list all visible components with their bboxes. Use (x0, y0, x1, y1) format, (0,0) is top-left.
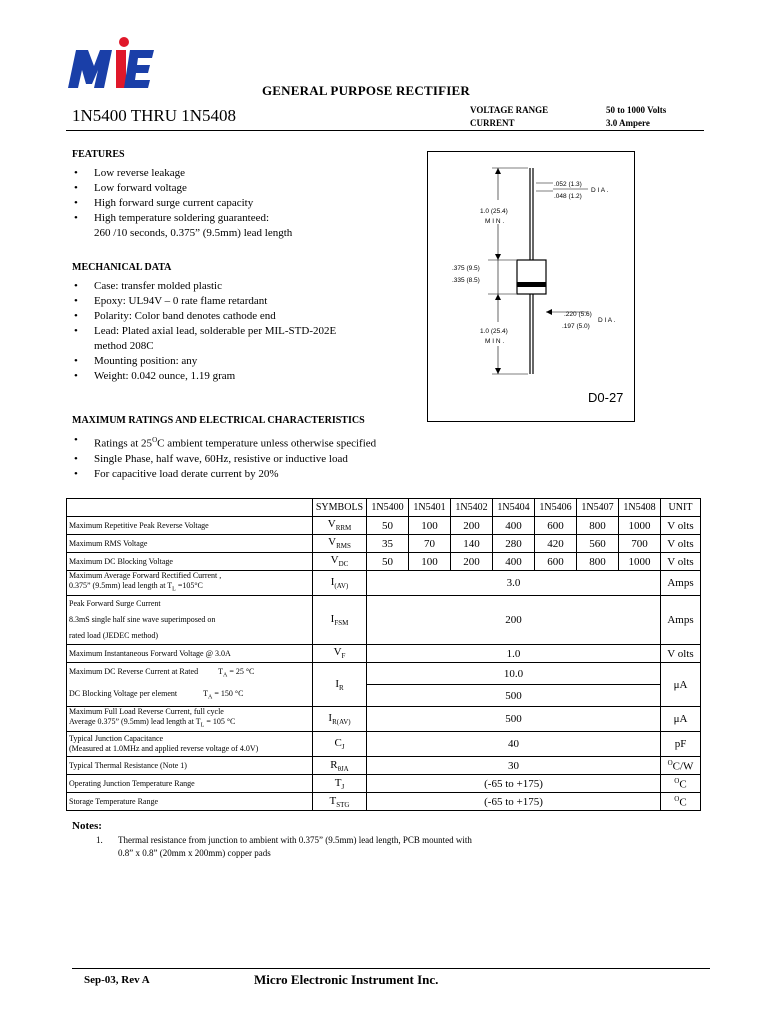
logo-dot (119, 37, 129, 47)
list-item: • High forward surge current capacity (72, 196, 412, 211)
bottom-lead-min: M I N . (485, 338, 505, 345)
list-item (72, 433, 492, 452)
table-header-row (67, 499, 701, 517)
param-symbol: $V_{DC}$ (313, 553, 367, 571)
unit-cell: $^O$C/W (661, 757, 701, 775)
param-symbol: $C_J$ (313, 732, 367, 757)
logo-letter-e (124, 50, 154, 88)
logo-letter-m (68, 50, 112, 88)
max-ratings-heading: MAXIMUM RATINGS AND ELECTRICAL CHARACTERISTICS (72, 415, 365, 426)
value-cell: 800 (577, 553, 619, 571)
param-desc: Maximum DC Reverse Current at Rated $T_A = 25$ °C DC Blocking Voltage per element $T_A = 150$ °C (67, 663, 313, 707)
table-row (67, 571, 701, 596)
param-symbol: $V_{RMS}$ (313, 535, 367, 553)
table-row (67, 732, 701, 757)
list-item: • Polarity: Color band denotes cathode end (72, 309, 412, 324)
table-row (67, 793, 701, 811)
param-desc: Peak Forward Surge Current 8.3mS single half sine wave superimposed on rated load (JEDEC method) (67, 596, 313, 645)
body-length-max: .375 (9.5) (452, 265, 480, 272)
param-desc: Maximum Full Load Reverse Current, full cycle Average 0.375” (9.5mm) lead length at $T_L = 105$ °C (67, 707, 313, 732)
bottom-lead-length: 1.0 (25.4) (480, 328, 508, 335)
param-symbol: $V_F$ (313, 645, 367, 663)
mechanical-heading: MECHANICAL DATA (72, 262, 172, 273)
param-symbol: $R_{\theta JA}$ (313, 757, 367, 775)
param-desc: Maximum Instantaneous Forward Voltage @ 3.0A (67, 645, 313, 663)
value-cell: 1000 (619, 553, 661, 571)
list-item-text: method 208C (94, 340, 154, 352)
param-desc: Storage Temperature Range (67, 793, 313, 811)
value-cell: 500 (367, 685, 661, 707)
table-row (67, 663, 701, 685)
footer-company: Micro Electronic Instrument Inc. (254, 972, 439, 987)
value-cell: 200 (451, 553, 493, 571)
list-item-continued (72, 226, 412, 241)
cathode-band (517, 282, 546, 287)
current-value: 3.0 Ampere (606, 118, 650, 128)
header-cell: 1N5400 (367, 499, 409, 517)
param-desc: Maximum DC Blocking Voltage (67, 553, 313, 571)
voltage-range-label: VOLTAGE RANGE (470, 105, 549, 115)
lead-dia-min: .048 (1.2) (554, 193, 582, 200)
table-row (67, 553, 701, 571)
header-cell: SYMBOLS (313, 499, 367, 517)
top-lead-length: 1.0 (25.4) (480, 208, 508, 215)
value-cell: 500 (367, 707, 661, 732)
degree-mark: O (152, 436, 158, 444)
list-item: • Low forward voltage (72, 181, 412, 196)
param-symbol: $I_{(AV)}$ (313, 571, 367, 596)
note-line: Thermal resistance from junction to ambient with 0.375” (9.5mm) lead length, PCB mounted with (118, 835, 472, 845)
list-item: • Single Phase, half wave, 60Hz, resistive or inductive load (72, 452, 492, 467)
value-cell: 280 (493, 535, 535, 553)
value-cell: 35 (367, 535, 409, 553)
unit-cell: V olts (661, 553, 701, 571)
value-cell: 50 (367, 517, 409, 535)
value-cell: 100 (409, 553, 451, 571)
max-ratings-list (72, 433, 492, 482)
table-row (67, 707, 701, 732)
value-cell: 10.0 (367, 663, 661, 685)
ratings-table (66, 498, 701, 811)
note-1 (96, 834, 616, 860)
body-length-min: .335 (8.5) (452, 277, 480, 284)
package-label: D0-27 (588, 390, 624, 405)
document-title: GENERAL PURPOSE RECTIFIER (262, 83, 470, 98)
value-cell: 50 (367, 553, 409, 571)
value-cell: 1000 (619, 517, 661, 535)
param-desc: Typical Thermal Resistance (Note 1) (67, 757, 313, 775)
param-desc: Maximum Repetitive Peak Reverse Voltage (67, 517, 313, 535)
value-cell: 560 (577, 535, 619, 553)
value-cell: 600 (535, 553, 577, 571)
value-cell: 3.0 (367, 571, 661, 596)
company-logo (66, 36, 156, 92)
value-cell: 800 (577, 517, 619, 535)
unit-cell: Amps (661, 596, 701, 645)
body-dia-label: D I A . (598, 317, 616, 324)
header-cell: 1N5401 (409, 499, 451, 517)
value-cell: (-65 to +175) (367, 793, 661, 811)
param-desc: Maximum Average Forward Rectified Current , 0.375” (9.5mm) lead length at $T_L =105^\circ C$ (67, 571, 313, 596)
header-cell: 1N5406 (535, 499, 577, 517)
param-desc: Operating Junction Temperature Range (67, 775, 313, 793)
param-desc: Typical Junction Capacitance (Measured at 1.0MHz and applied reverse voltage of 4.0V) (67, 732, 313, 757)
list-item: • Mounting position: any (72, 354, 412, 369)
top-lead-min: M I N . (485, 218, 505, 225)
value-cell: 600 (535, 517, 577, 535)
value-cell: 400 (493, 553, 535, 571)
footer-rule (72, 968, 710, 969)
header-rule (66, 130, 704, 131)
table-row (67, 535, 701, 553)
list-item-text: 260 /10 seconds, 0.375” (9.5mm) lead length (94, 227, 293, 239)
features-heading: FEATURES (72, 149, 125, 160)
voltage-range-value: 50 to 1000 Volts (606, 105, 667, 115)
lead-dia-label: D I A . (591, 187, 609, 194)
list-item: • Weight: 0.042 ounce, 1.19 gram (72, 369, 412, 384)
part-range: 1N5400 THRU 1N5408 (72, 106, 237, 125)
unit-cell: Amps (661, 571, 701, 596)
param-symbol: $I_R$ (313, 663, 367, 707)
header-cell: 1N5408 (619, 499, 661, 517)
value-cell: 30 (367, 757, 661, 775)
table-row (67, 517, 701, 535)
body-dia-max: .220 (5.6) (564, 311, 592, 318)
header-cell (67, 499, 313, 517)
logo-letter-i (116, 50, 126, 88)
value-cell: 200 (451, 517, 493, 535)
param-symbol: $T_{STG}$ (313, 793, 367, 811)
footer-date: Sep-03, Rev A (84, 974, 150, 986)
list-item-text: C ambient temperature unless otherwise specified (157, 437, 377, 450)
diode-body (517, 260, 546, 294)
param-symbol: $I_{R(AV)}$ (313, 707, 367, 732)
table-row (67, 775, 701, 793)
unit-cell: $^O$C (661, 775, 701, 793)
note-number: 1. (96, 835, 103, 845)
param-symbol: $I_{FSM}$ (313, 596, 367, 645)
value-cell: 400 (493, 517, 535, 535)
current-label: CURRENT (470, 118, 515, 128)
package-diagram (427, 151, 635, 422)
header-cell: 1N5404 (493, 499, 535, 517)
unit-cell: V olts (661, 645, 701, 663)
table-row (67, 645, 701, 663)
value-cell: 700 (619, 535, 661, 553)
value-cell: 40 (367, 732, 661, 757)
unit-cell: μA (661, 663, 701, 707)
value-cell: 420 (535, 535, 577, 553)
features-list (72, 166, 412, 241)
header-cell: UNIT (661, 499, 701, 517)
list-item: • High temperature soldering guaranteed: (72, 211, 412, 226)
table-row (67, 596, 701, 645)
unit-cell: μA (661, 707, 701, 732)
unit-cell: V olts (661, 517, 701, 535)
notes-heading: Notes: (72, 820, 102, 832)
list-item: • Lead: Plated axial lead, solderable per MIL-STD-202E (72, 324, 412, 339)
list-item: • Case: transfer molded plastic (72, 279, 412, 294)
value-cell: 70 (409, 535, 451, 553)
list-item: • Epoxy: UL94V – 0 rate flame retardant (72, 294, 412, 309)
unit-cell: V olts (661, 535, 701, 553)
header-cell: 1N5402 (451, 499, 493, 517)
unit-cell: pF (661, 732, 701, 757)
note-line: 0.8” x 0.8” (20mm x 200mm) copper pads (118, 848, 271, 858)
list-item: • Low reverse leakage (72, 166, 412, 181)
spec-labels (470, 104, 548, 130)
table-row (67, 757, 701, 775)
value-cell: 140 (451, 535, 493, 553)
spec-values (606, 104, 666, 130)
value-cell: 200 (367, 596, 661, 645)
param-symbol: $V_{RRM}$ (313, 517, 367, 535)
list-item: • For capacitive load derate current by 20% (72, 467, 492, 482)
value-cell: (-65 to +175) (367, 775, 661, 793)
param-desc: Maximum RMS Voltage (67, 535, 313, 553)
mechanical-list (72, 279, 412, 384)
header-cell: 1N5407 (577, 499, 619, 517)
body-dia-min: .197 (5.0) (562, 323, 590, 330)
lead-dia-max: .052 (1.3) (554, 181, 582, 188)
value-cell: 1.0 (367, 645, 661, 663)
param-symbol: $T_J$ (313, 775, 367, 793)
list-item-text: Ratings at 25 (94, 437, 153, 450)
list-item-continued (72, 339, 412, 354)
unit-cell: $^O$C (661, 793, 701, 811)
value-cell: 100 (409, 517, 451, 535)
